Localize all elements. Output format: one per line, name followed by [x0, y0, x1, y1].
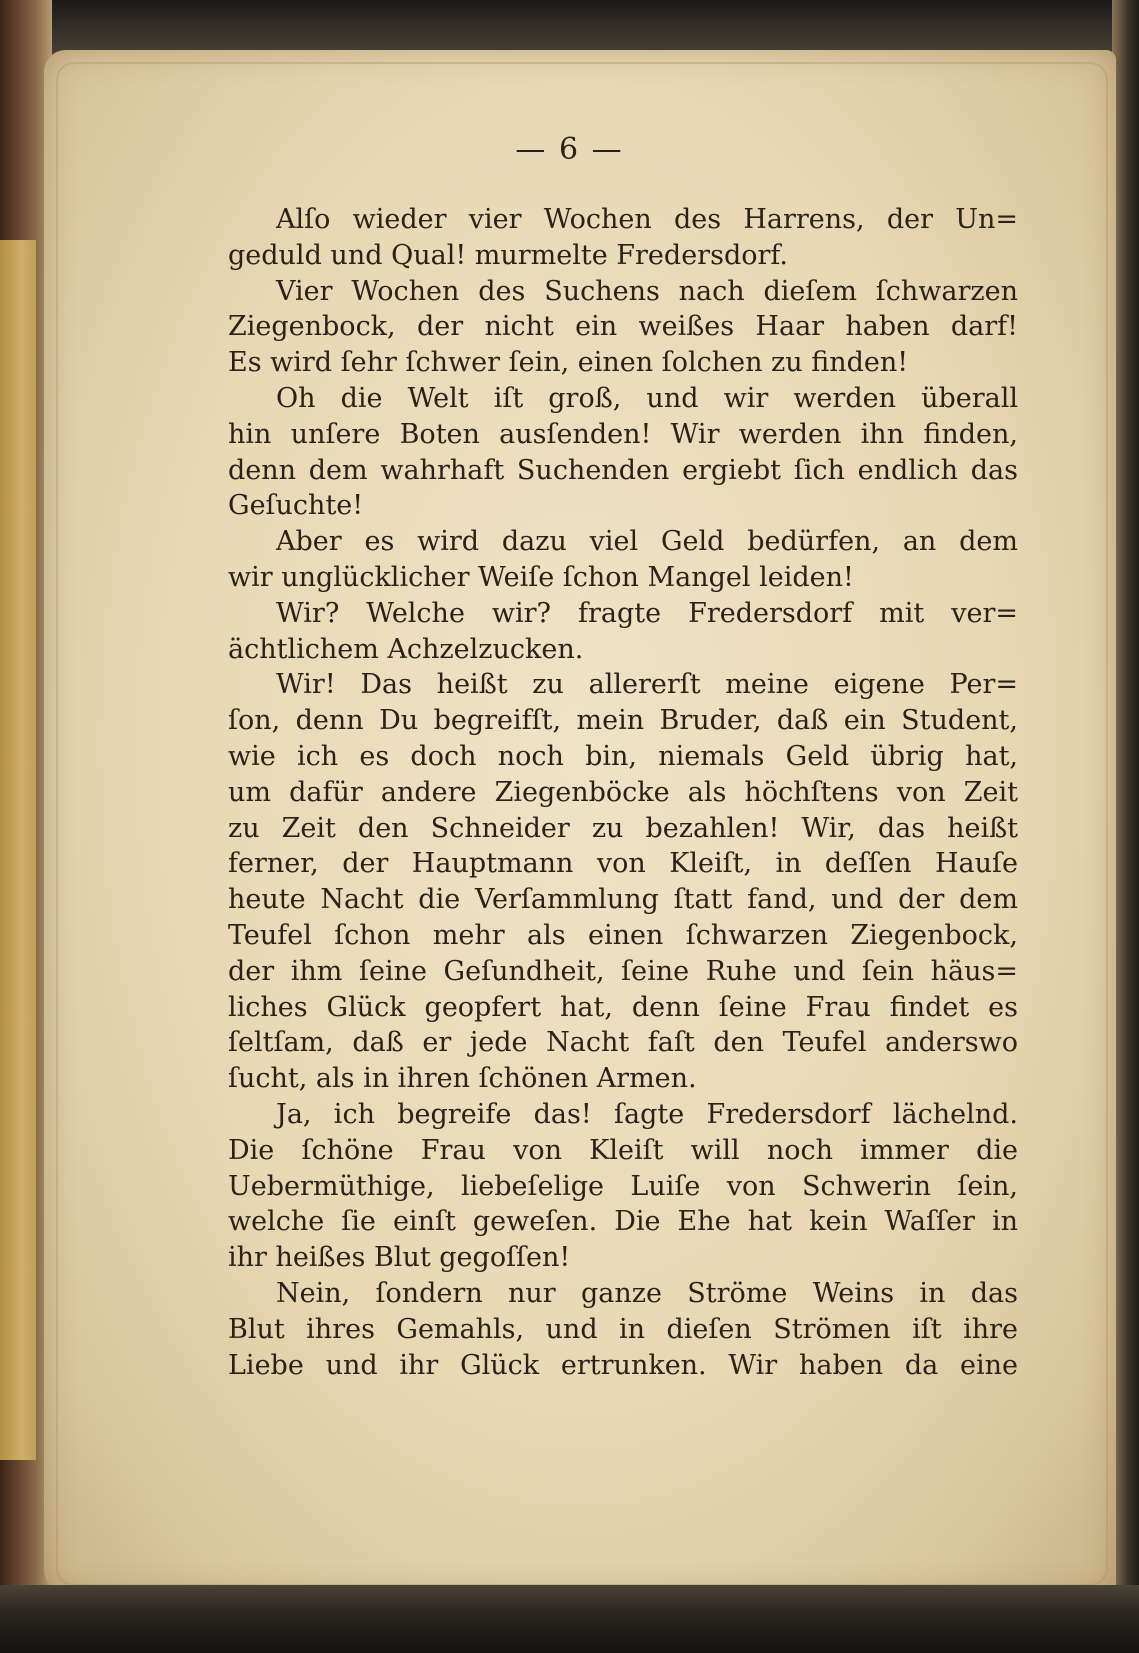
text-line: ächtlichem Achzelzucken.	[228, 633, 584, 665]
text-line: wir unglücklicher Weiſe ſchon Mangel leiden!	[228, 561, 854, 593]
text-line: ihr heißes Blut gegoſſen!	[228, 1242, 571, 1274]
book-spine-strip	[0, 240, 36, 1460]
text-line: Uebermüthige, liebeſelige Luiſe von Schwerin ſein,	[228, 1170, 1018, 1202]
book-binding-bottom	[0, 1585, 1139, 1653]
text-line: Oh die Welt iſt groß, und wir werden überall	[276, 382, 1018, 414]
text-line: welche ſie einſt geweſen. Die Ehe hat kein Waſſer in	[228, 1206, 1018, 1238]
body-text	[228, 202, 1018, 1383]
text-line: zu Zeit den Schneider zu bezahlen! Wir, das heißt	[228, 812, 1018, 844]
text-line: liches Glück geopfert hat, denn ſeine Frau findet es	[228, 991, 1018, 1023]
text-line: Alſo wieder vier Wochen des Harrens, der Un=	[276, 204, 1018, 235]
text-line: Ziegenbock, der nicht ein weißes Haar haben darf!	[228, 311, 1018, 343]
text-line: Liebe und ihr Glück ertrunken. Wir haben da eine	[228, 1349, 1018, 1381]
text-line: Blut ihres Gemahls, und in dieſen Strömen iſt ihre	[228, 1313, 1018, 1345]
text-line: der ihm ſeine Geſundheit, ſeine Ruhe und ſein häus=	[228, 955, 1018, 987]
text-line: Wir? Welche wir? fragte Fredersdorf mit ver=	[276, 597, 1018, 629]
text-line: um dafür andere Ziegenböcke als höchſtens von Zeit	[228, 776, 1018, 808]
text-line: heute Nacht die Verſammlung ſtatt fand, und der dem	[228, 884, 1018, 916]
text-line: Geſuchte!	[228, 490, 364, 522]
text-line: Wir! Das heißt zu allererſt meine eigene Per=	[276, 669, 1018, 701]
text-line: denn dem wahrhaft Suchenden ergiebt ſich endlich das	[228, 454, 1018, 486]
text-line: hin unſere Boten ausſenden! Wir werden ihn finden,	[228, 418, 1018, 450]
book-binding-right	[1112, 0, 1139, 1653]
text-line: wie ich es doch noch bin, niemals Geld übrig hat,	[228, 740, 1018, 772]
text-line: ſeltſam, daß er jede Nacht faſt den Teufel anderswo	[228, 1027, 1018, 1059]
text-line: geduld und Qual! murmelte Fredersdorf.	[228, 239, 788, 271]
text-line: Nein, ſondern nur ganze Ströme Weins in das	[276, 1277, 1018, 1309]
text-line: ferner, der Hauptmann von Kleiſt, in deſſen Hauſe	[228, 848, 1018, 880]
text-line: ſucht, als in ihren ſchönen Armen.	[228, 1063, 697, 1095]
text-line: Es wird ſehr ſchwer ſein, einen ſolchen zu finden!	[228, 347, 909, 379]
text-line: Die ſchöne Frau von Kleiſt will noch immer die	[228, 1134, 1018, 1166]
text-line: Ja, ich begreife das! ſagte Fredersdorf lächelnd.	[276, 1098, 1018, 1130]
text-line: Teufel ſchon mehr als einen ſchwarzen Ziegenbock,	[228, 919, 1018, 951]
page-number: — 6 —	[515, 132, 624, 167]
text-line: Vier Wochen des Suchens nach dieſem ſchwarzen	[276, 275, 1018, 307]
text-line: ſon, denn Du begreifſt, mein Bruder, daß ein Student,	[228, 705, 1018, 737]
text-line: Aber es wird dazu viel Geld bedürfen, an dem	[276, 526, 1018, 558]
